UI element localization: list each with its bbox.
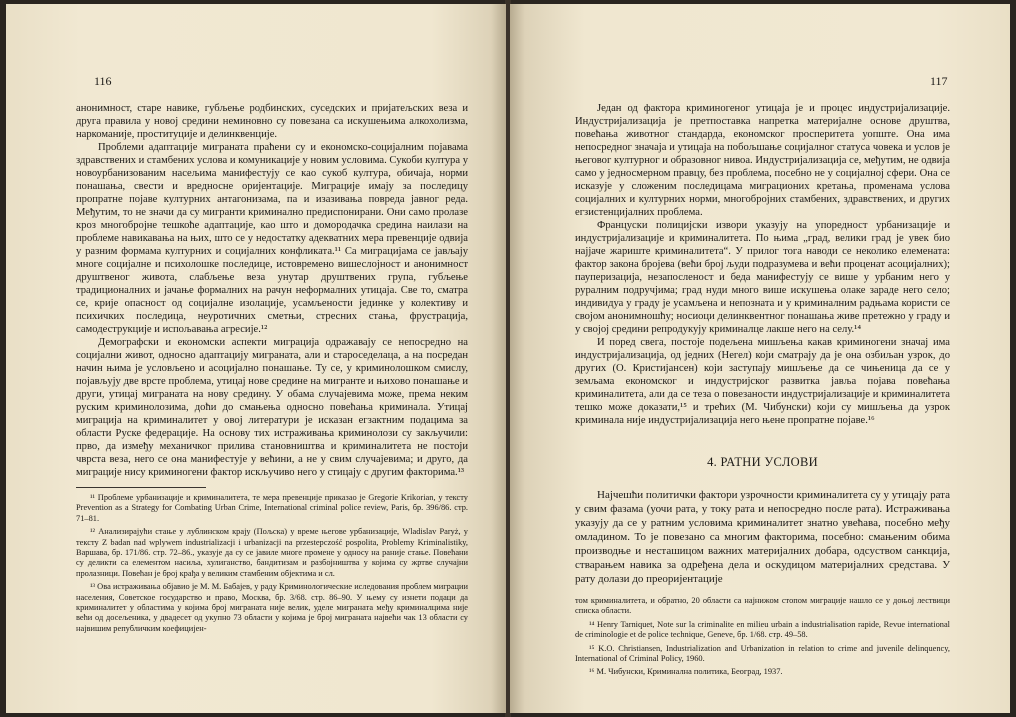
paragraph: И поред свега, постоје подељена мишљења какав криминогени значај има индустријализација, од једних (Негел) који сматрају да је она озбиљан узрок, до других (О. Кристијансен) који заступају мишљење да се чињеница да се у земљама економског и индустријског развитка јавља појава повећања криминалитета, али да се теза о повезаности индустријализације и криминалитета тешко може доказати,¹⁵ и трећих (М. Чибунски) који су мишљења да узрок криминала није индустријализација него њене пропратне појаве.¹⁶ [575,337,950,426]
paragraph: Један од фактора криминогеног утицаја је и процес индустријализације. Индустријализација је претпоставка напретка материјалне основе друштва, повећања животног стандарда, економског просперитета уопште. Она има непосредног значаја и утицаја на побољшање социјалног статуса човека и услов је његовог културног и образовног нивоа. Индустријализација се, међутим, не одвија само у једносмерном правцу, без проблема, посебно не у социјалној сфери. Она се исказује у сложеним последицама миграционих кретања, променама услова социјалних и културних норми, многобројних стамбених, здравствених, и других егзистенцијалних проблема. [575,103,950,218]
paragraph: Демографски и економски аспекти миграција одражавају се непосредно на социјални живот, односно адаптацију миграната, али и староседелаца, а на посредан начин њима је условљено и асоцијално понашање. Ту се, у криминолошком смислу, појављују две врсте проблема, утицај нове средине на мигранте и њихово понашање и други, утицај миграната на нову средину. У обама случајевима може, према неким руским криминолозима, доћи до смањења односно повећања криминала. Утицај миграција на криминалитет у овој литератури је исказан егзактним подацима за области Руске федерације. На основу тих истраживања криминолози су закључили: прво, да између механичког прилива становништва и криминалитета не постоји чврста веза, него се она манифестује у већини, а не у свим случајевима; и друго, да миграције нису криминогени фактор искључиво него у стицају с другим факторима.¹³ [76,337,468,478]
body-text [76,102,468,479]
footnote: ¹⁴ Henry Tarniquet, Note sur la criminalite en milieu urbain a industrialisation rapide, Revue international de criminologie et de police technique, Geneve, бр. 1/68. стр. 49–58. [575,619,950,640]
paragraph: Проблеми адаптације миграната праћени су и економско-социјалним појавама здравствених и стамбених услова и комуникације у новим условима. Сукоби култура у новоурбанизованим насељима манифестују се као сукоб култура, обичаја, норми понашања, свести и вредносне оријентације. Миграције имају за последицу пропратне појаве културних антагонизама, па и изазивања повреда јавног реда. Међутим, то не значи да су мигранти криминално предиспонирани. Они само пролазе кроз многобројне тешкоће адаптације, као што и домородачка средина наилази на проблеме навикавања на њих, што се у недостатку адекватних мера превенције одвија у разним формама културних и социјалних конфликата.¹¹ Са миграцијама се јављају многе социјалне и психолошке последице, истовремено вишеслојност и анонимност друштвеног живота, слабљење веза унутар друштвених група, губљење традиционалних и јачање формалних на рачун неформалних утицаја. Све то, сматра се, крије опасност од социјалне изолације, усамљености јединке у колективу и психичких последица, неуротичних сметњи, стресних стања, фрустрација, самодеструкције и испољавања агресије.¹² [76,142,468,335]
footnote: ¹² Анализирајући стање у лублинском крају (Пољска) у време његове урбанизације, Wladislav Paryż, у тексту Z badan nad wplywem industrializacji i urbanizacji na przestepczość pospolita, Problemy Kriminalistiky, Варшава, бр. 171/86. стр. 72–86., указује да су се јавиле многе промене у односу на раније стање. Повећани су деликти са елементом насиља, хулиганство, бандитизам и разбојништва у којима су жртве случајни пролазници. Повећан је број крађа у великим стамбеним објектима и сл. [76,527,468,578]
footnote: ¹¹ Проблеме урбанизације и криминалитета, те мера превенције приказао је Gregorie Krikorian, у тексту Prevention as a Strategy for Combating Urban Crime, International criminal police review, Paris, бр. 396/86. стр. 71–81. [76,493,468,523]
footnote-continuation: том криминалитета, и обратно, 20 области са најнижом стопом миграције нашло се у доњој лествици списка области. [575,596,950,616]
paragraph: Најчешћи политички фактори узрочности криминалитета су у утицају рата у свим фазама (уочи рата, у току рата и непосредно после рата). Истраживања указују да се у ратним условима криминалитет знатно увећава, посебно међу омладином. То је повезано са многим факторима, посебно: смањеним обима производње и несташицом важних материјалних добара, одсуством санкција, стварањем навика за одређена дела и оскудицом материјалних средстава. У рату долази до преоријентације [575,489,950,585]
page-number: 116 [94,74,112,88]
section-heading: 4. РАТНИ УСЛОВИ [707,455,818,469]
footnote: ¹³ Ова истраживања објавио је М. М. Бабаjев, у раду Криминологические иследования проблем миграции населения, Советское государство и право, Москва, бр. 3/68. стр. 86–90. У њему су изнети подаци да криминалитет у областима у којима број миграната није велик, уделе миграната међу криминалцима није већи од досељеника, у двадесет од укупно 73 области у којима је број миграната највећи чак 13 области су највишим републичким коефицијен- [76,582,468,633]
page-number: 117 [930,74,948,88]
footnote-rule [76,487,206,488]
right-page [510,4,1010,713]
body-text [575,102,950,427]
paragraph: Француски полицијски извори указују на упоредност урбанизације и индустријализације и криминалитета. По њима „град, велики град је увек био најјаче жариште криминалитета“. У прилог тога наводи се неколико елемената: фактор закона бројева (већи број људи подразумева и већи проценат асоцијалних); пауперизација, незапосленост и беда манифестују се више у урбаним него у руралним подручјима; град нуди много више искушења олаке зараде него село; индивидуа у граду је усамљена и непозната и у криминалним радњама користи се својом анонимношћу; носиоци делинквентног понашања живе претежно у граду и у својој средини репродукују криминалце лакше него на селу.¹⁴ [575,220,950,335]
paragraph: анонимност, старе навике, губљење родбинских, суседских и пријатељских веза и друга правила у новој средини неминовно су повезана са искушењима алкохолизма, наркоманије, проституције и делинквенције. [76,103,468,140]
footnote: ¹⁶ М. Чибунски, Криминална политика, Београд, 1937. [589,667,783,677]
left-page [6,4,506,713]
footnotes [76,493,468,634]
left-text-column [76,102,468,637]
footnote: ¹⁵ K.O. Christiansen, Industrialization and Urbanization in relation to crime and juvenile delinquency, International of Criminal Policy, 1960. [575,643,950,664]
right-text-column [575,102,950,681]
footnotes [575,596,950,678]
section-text [575,488,950,586]
